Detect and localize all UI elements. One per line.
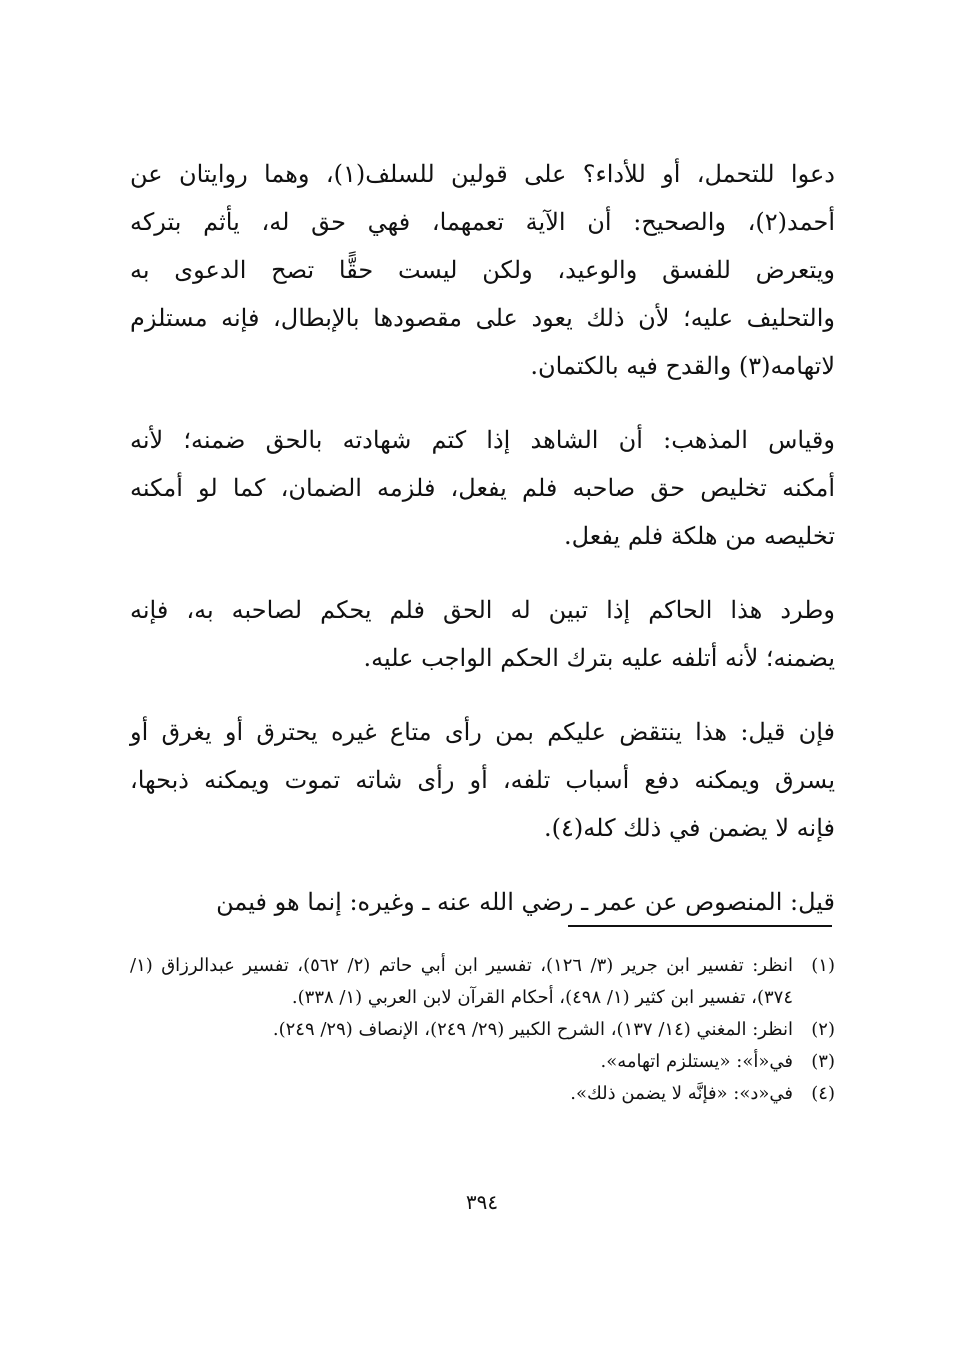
text-line: يسرق ويمكنه دفع أسباب تلفه، أو رأى شاته تموت ويمكنه ذبحها، xyxy=(130,766,835,794)
paragraph-5 xyxy=(130,878,835,926)
text-line: وطرد هذا الحاكم إذا تبين له الحق فلم يحكم لصاحبه به، فإنه xyxy=(130,596,835,624)
text-line: قيل: المنصوص عن عمر ـ رضي الله عنه ـ وغيره: إنما هو فيمن xyxy=(216,888,835,916)
paragraph-1 xyxy=(130,150,835,390)
text-line: تخليصه من هلكة فلم يفعل. xyxy=(564,522,835,550)
paragraph-3 xyxy=(130,586,835,682)
footnote-number: (٢) xyxy=(811,1019,835,1040)
footnote-divider xyxy=(568,925,832,927)
text-line: يضمنه؛ لأنه أتلفه عليه بترك الحكم الواجب عليه. xyxy=(363,644,835,672)
footnote-2 xyxy=(130,1014,835,1046)
text-line: أمكنه تخليص حق صاحبه فلم يفعل، فلزمه الضمان، كما لو أمكنه xyxy=(130,474,835,502)
footnote-number: (٤) xyxy=(811,1083,835,1104)
text-line: والتحليف عليه؛ لأن ذلك يعود على مقصودها بالإبطال، فإنه مستلزم xyxy=(130,304,835,332)
paragraph-2 xyxy=(130,416,835,560)
footnote-text: انظر: المغني (١٤/ ١٣٧)، الشرح الكبير (٢٩/ ٢٤٩)، الإنصاف (٢٩/ ٢٤٩). xyxy=(272,1019,793,1040)
footnotes xyxy=(130,950,835,1110)
main-text xyxy=(130,150,835,926)
footnote-3 xyxy=(130,1046,835,1078)
footnote-number: (٣) xyxy=(811,1051,835,1072)
text-line: دعوا للتحمل، أو للأداء؟ على قولين للسلف(١)، وهما روايتان عن xyxy=(130,160,835,188)
footnote-4 xyxy=(130,1078,835,1110)
text-line: أحمد(٢)، والصحيح: أن الآية تعمهما، فهي حق له، يأثم بتركه xyxy=(130,208,835,236)
text-line: ويتعرض للفسق والوعيد، ولكن ليست حقًّا تصح الدعوى به xyxy=(130,256,835,284)
page-number: ٣٩٤ xyxy=(465,1190,499,1214)
footnote-number: (١) xyxy=(811,955,835,976)
footnote-1 xyxy=(130,950,835,1014)
text-line: وقياس المذهب: أن الشاهد إذا كتم شهادته بالحق ضمنه؛ لأنه xyxy=(130,426,835,454)
text-line: فإنه لا يضمن في ذلك كله(٤). xyxy=(544,814,835,842)
text-line: فإن قيل: هذا ينتقض عليكم بمن رأى متاع غيره يحترق أو يغرق أو xyxy=(130,718,835,746)
paragraph-4 xyxy=(130,708,835,852)
text-line: لاتهامه(٣) والقدح فيه بالكتمان. xyxy=(530,352,835,380)
footnote-text: في«د»: «فإنَّه لا يضمن ذلك». xyxy=(570,1083,793,1104)
footnote-text: انظر: تفسير ابن جرير (٣/ ١٢٦)، تفسير ابن أبي حاتم (٢/ ٥٦٢)، تفسير عبدالرزاق (١/ ٣٧٤)، تفسير ابن كثير (١/ ٤٩٨)، أحكام القرآن لابن العربي (١/ ٣٣٨). xyxy=(130,955,793,1008)
footnote-text: في«أ»: «يستلزم اتهامه». xyxy=(600,1051,793,1072)
